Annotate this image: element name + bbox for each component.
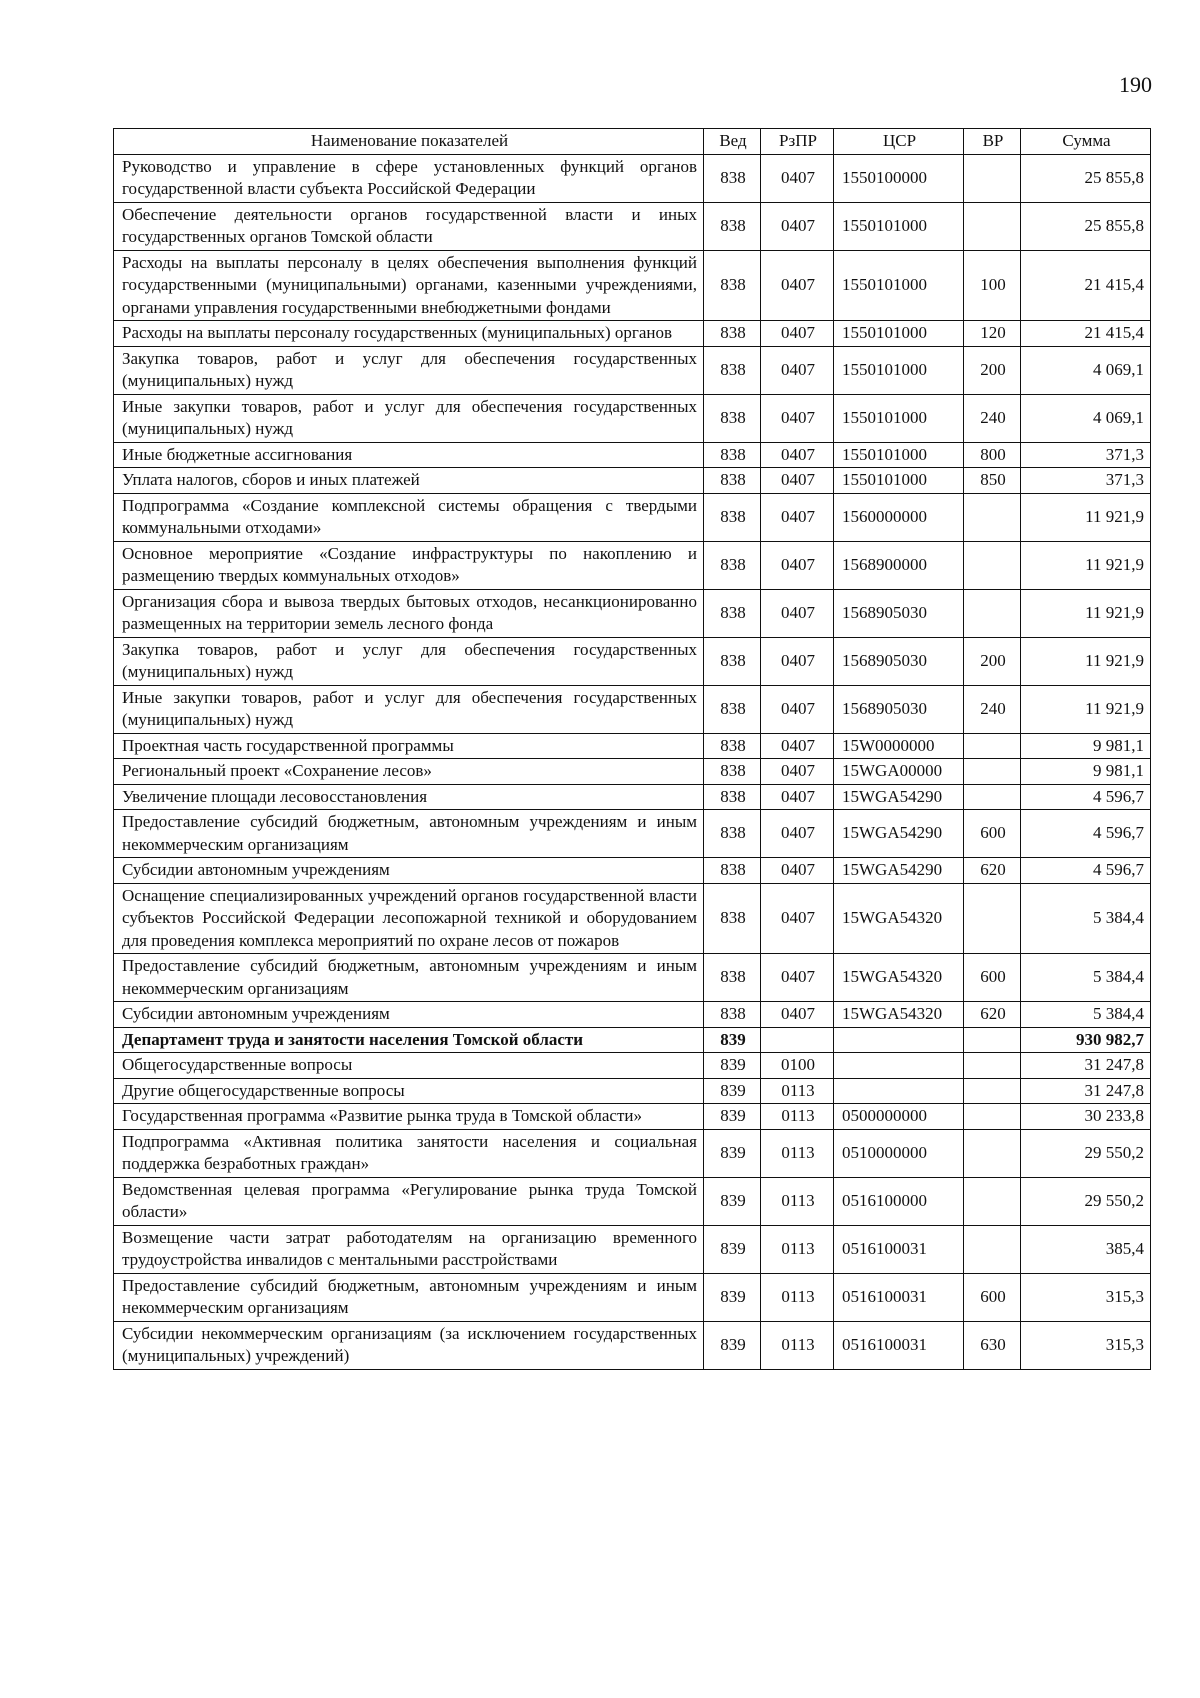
cell-name: Обеспечение деятельности органов государственной власти и иных государственных органов Томской области xyxy=(114,202,704,250)
cell-ved: 838 xyxy=(704,733,761,759)
cell-rzpr: 0113 xyxy=(761,1104,834,1130)
cell-name: Другие общегосударственные вопросы xyxy=(114,1078,704,1104)
cell-rzpr: 0407 xyxy=(761,810,834,858)
cell-name: Предоставление субсидий бюджетным, автономным учреждениям и иным некоммерческим организациям xyxy=(114,1273,704,1321)
cell-csr: 1550101000 xyxy=(834,321,964,347)
cell-rzpr: 0113 xyxy=(761,1078,834,1104)
table-row xyxy=(114,1321,1151,1369)
cell-vr: 600 xyxy=(964,810,1021,858)
table-row xyxy=(114,493,1151,541)
cell-ved: 839 xyxy=(704,1027,761,1053)
cell-name: Подпрограмма «Активная политика занятости населения и социальная поддержка безработных граждан» xyxy=(114,1129,704,1177)
cell-sum: 4 596,7 xyxy=(1021,784,1151,810)
cell-vr xyxy=(964,1053,1021,1079)
cell-ved: 839 xyxy=(704,1273,761,1321)
cell-name: Субсидии автономным учреждениям xyxy=(114,1002,704,1028)
cell-sum: 25 855,8 xyxy=(1021,202,1151,250)
cell-sum: 4 596,7 xyxy=(1021,810,1151,858)
table-row xyxy=(114,1225,1151,1273)
table-row xyxy=(114,1078,1151,1104)
cell-ved: 839 xyxy=(704,1104,761,1130)
table-row xyxy=(114,154,1151,202)
cell-name: Увеличение площади лесовосстановления xyxy=(114,784,704,810)
cell-rzpr: 0113 xyxy=(761,1273,834,1321)
cell-csr: 1550101000 xyxy=(834,468,964,494)
cell-rzpr: 0407 xyxy=(761,493,834,541)
cell-name: Оснащение специализированных учреждений органов государственной власти субъектов Российской Федерации лесопожарной техникой и оборудованием для проведения комплекса мероприятий по охране лесов от пожаров xyxy=(114,883,704,954)
table-row xyxy=(114,394,1151,442)
cell-sum: 11 921,9 xyxy=(1021,589,1151,637)
table-row xyxy=(114,250,1151,321)
table-row xyxy=(114,589,1151,637)
cell-ved: 839 xyxy=(704,1078,761,1104)
cell-name: Предоставление субсидий бюджетным, автономным учреждениям и иным некоммерческим организациям xyxy=(114,954,704,1002)
budget-table xyxy=(113,128,1151,1370)
cell-csr: 15WGA54290 xyxy=(834,784,964,810)
table-row xyxy=(114,321,1151,347)
table-row xyxy=(114,759,1151,785)
cell-rzpr: 0407 xyxy=(761,394,834,442)
cell-ved: 838 xyxy=(704,493,761,541)
cell-vr: 850 xyxy=(964,468,1021,494)
cell-vr xyxy=(964,1225,1021,1273)
cell-rzpr: 0407 xyxy=(761,321,834,347)
cell-sum: 385,4 xyxy=(1021,1225,1151,1273)
cell-csr: 1550101000 xyxy=(834,394,964,442)
cell-sum: 4 069,1 xyxy=(1021,394,1151,442)
cell-csr: 15WGA00000 xyxy=(834,759,964,785)
header-ved: Вед xyxy=(704,129,761,155)
cell-name: Закупка товаров, работ и услуг для обеспечения государственных (муниципальных) нужд xyxy=(114,637,704,685)
cell-sum: 31 247,8 xyxy=(1021,1078,1151,1104)
cell-vr: 600 xyxy=(964,1273,1021,1321)
cell-csr: 0510000000 xyxy=(834,1129,964,1177)
cell-ved: 839 xyxy=(704,1225,761,1273)
cell-name: Возмещение части затрат работодателям на организацию временного трудоустройства инвалидов с ментальными расстройствами xyxy=(114,1225,704,1273)
cell-rzpr: 0113 xyxy=(761,1129,834,1177)
cell-csr xyxy=(834,1078,964,1104)
table-row xyxy=(114,346,1151,394)
cell-vr: 240 xyxy=(964,685,1021,733)
cell-csr: 1568905030 xyxy=(834,685,964,733)
table-row xyxy=(114,685,1151,733)
cell-csr: 1550101000 xyxy=(834,442,964,468)
cell-vr: 200 xyxy=(964,637,1021,685)
cell-sum: 29 550,2 xyxy=(1021,1129,1151,1177)
cell-ved: 839 xyxy=(704,1053,761,1079)
cell-ved: 838 xyxy=(704,883,761,954)
cell-name: Субсидии некоммерческим организациям (за исключением государственных (муниципальных) учреждений) xyxy=(114,1321,704,1369)
cell-name: Закупка товаров, работ и услуг для обеспечения государственных (муниципальных) нужд xyxy=(114,346,704,394)
cell-ved: 838 xyxy=(704,685,761,733)
cell-csr: 1568900000 xyxy=(834,541,964,589)
table-header-row xyxy=(114,129,1151,155)
cell-sum: 21 415,4 xyxy=(1021,250,1151,321)
cell-vr: 630 xyxy=(964,1321,1021,1369)
cell-rzpr: 0407 xyxy=(761,784,834,810)
cell-ved: 838 xyxy=(704,346,761,394)
cell-vr xyxy=(964,589,1021,637)
cell-ved: 838 xyxy=(704,321,761,347)
cell-rzpr xyxy=(761,1027,834,1053)
cell-csr: 15WGA54290 xyxy=(834,810,964,858)
cell-ved: 838 xyxy=(704,394,761,442)
cell-csr: 15W0000000 xyxy=(834,733,964,759)
cell-sum: 9 981,1 xyxy=(1021,759,1151,785)
cell-rzpr: 0407 xyxy=(761,883,834,954)
cell-sum: 11 921,9 xyxy=(1021,685,1151,733)
cell-rzpr: 0407 xyxy=(761,346,834,394)
cell-name: Общегосударственные вопросы xyxy=(114,1053,704,1079)
table-row xyxy=(114,1273,1151,1321)
cell-sum: 371,3 xyxy=(1021,442,1151,468)
cell-rzpr: 0407 xyxy=(761,589,834,637)
cell-rzpr: 0407 xyxy=(761,154,834,202)
cell-vr xyxy=(964,493,1021,541)
cell-vr: 240 xyxy=(964,394,1021,442)
cell-name: Департамент труда и занятости населения Томской области xyxy=(114,1027,704,1053)
cell-csr xyxy=(834,1027,964,1053)
header-name: Наименование показателей xyxy=(114,129,704,155)
cell-name: Расходы на выплаты персоналу государственных (муниципальных) органов xyxy=(114,321,704,347)
cell-vr: 200 xyxy=(964,346,1021,394)
cell-vr: 600 xyxy=(964,954,1021,1002)
cell-name: Основное мероприятие «Создание инфраструктуры по накоплению и размещению твердых коммунальных отходов» xyxy=(114,541,704,589)
cell-rzpr: 0407 xyxy=(761,250,834,321)
cell-ved: 838 xyxy=(704,468,761,494)
cell-name: Государственная программа «Развитие рынка труда в Томской области» xyxy=(114,1104,704,1130)
cell-name: Предоставление субсидий бюджетным, автономным учреждениям и иным некоммерческим организациям xyxy=(114,810,704,858)
cell-csr: 1568905030 xyxy=(834,589,964,637)
cell-ved: 838 xyxy=(704,541,761,589)
cell-vr xyxy=(964,154,1021,202)
cell-vr xyxy=(964,733,1021,759)
cell-csr: 1550101000 xyxy=(834,250,964,321)
cell-vr xyxy=(964,1104,1021,1130)
cell-rzpr: 0113 xyxy=(761,1225,834,1273)
cell-vr xyxy=(964,784,1021,810)
cell-sum: 9 981,1 xyxy=(1021,733,1151,759)
table-row xyxy=(114,1129,1151,1177)
cell-csr: 0516100000 xyxy=(834,1177,964,1225)
cell-ved: 838 xyxy=(704,250,761,321)
table-row xyxy=(114,784,1151,810)
table-row xyxy=(114,1104,1151,1130)
cell-csr: 1550101000 xyxy=(834,202,964,250)
cell-name: Организация сбора и вывоза твердых бытовых отходов, несанкционированно размещенных на территории земель лесного фонда xyxy=(114,589,704,637)
cell-csr: 1550101000 xyxy=(834,346,964,394)
cell-ved: 838 xyxy=(704,202,761,250)
cell-rzpr: 0407 xyxy=(761,468,834,494)
cell-sum: 21 415,4 xyxy=(1021,321,1151,347)
table-row xyxy=(114,954,1151,1002)
cell-sum: 4 596,7 xyxy=(1021,858,1151,884)
cell-sum: 371,3 xyxy=(1021,468,1151,494)
table-row xyxy=(114,883,1151,954)
cell-sum: 5 384,4 xyxy=(1021,954,1151,1002)
table-row xyxy=(114,810,1151,858)
cell-rzpr: 0407 xyxy=(761,637,834,685)
cell-ved: 838 xyxy=(704,637,761,685)
cell-sum: 4 069,1 xyxy=(1021,346,1151,394)
cell-vr: 100 xyxy=(964,250,1021,321)
cell-name: Иные бюджетные ассигнования xyxy=(114,442,704,468)
cell-ved: 839 xyxy=(704,1321,761,1369)
cell-sum: 25 855,8 xyxy=(1021,154,1151,202)
table-row xyxy=(114,1053,1151,1079)
cell-sum: 11 921,9 xyxy=(1021,493,1151,541)
cell-csr: 15WGA54320 xyxy=(834,883,964,954)
cell-ved: 838 xyxy=(704,1002,761,1028)
cell-sum: 30 233,8 xyxy=(1021,1104,1151,1130)
header-sum: Сумма xyxy=(1021,129,1151,155)
cell-rzpr: 0407 xyxy=(761,759,834,785)
cell-ved: 838 xyxy=(704,589,761,637)
table-row xyxy=(114,1002,1151,1028)
cell-csr: 0516100031 xyxy=(834,1273,964,1321)
cell-name: Уплата налогов, сборов и иных платежей xyxy=(114,468,704,494)
cell-sum: 29 550,2 xyxy=(1021,1177,1151,1225)
cell-sum: 11 921,9 xyxy=(1021,541,1151,589)
cell-name: Ведомственная целевая программа «Регулирование рынка труда Томской области» xyxy=(114,1177,704,1225)
cell-rzpr: 0407 xyxy=(761,442,834,468)
table-row xyxy=(114,442,1151,468)
cell-name: Расходы на выплаты персоналу в целях обеспечения выполнения функций государственными (муниципальными) органами, казенными учреждениями, органами управления государственными внебюджетными фондами xyxy=(114,250,704,321)
cell-csr: 1560000000 xyxy=(834,493,964,541)
cell-csr: 1550100000 xyxy=(834,154,964,202)
cell-name: Региональный проект «Сохранение лесов» xyxy=(114,759,704,785)
cell-sum: 5 384,4 xyxy=(1021,1002,1151,1028)
cell-ved: 839 xyxy=(704,1129,761,1177)
cell-csr: 0500000000 xyxy=(834,1104,964,1130)
cell-vr: 620 xyxy=(964,1002,1021,1028)
cell-vr: 620 xyxy=(964,858,1021,884)
cell-vr xyxy=(964,541,1021,589)
cell-vr xyxy=(964,1177,1021,1225)
cell-csr: 0516100031 xyxy=(834,1225,964,1273)
cell-vr xyxy=(964,883,1021,954)
cell-ved: 838 xyxy=(704,759,761,785)
cell-ved: 838 xyxy=(704,858,761,884)
cell-name: Иные закупки товаров, работ и услуг для обеспечения государственных (муниципальных) нужд xyxy=(114,685,704,733)
cell-rzpr: 0407 xyxy=(761,202,834,250)
table-body xyxy=(114,154,1151,1369)
cell-rzpr: 0407 xyxy=(761,954,834,1002)
cell-ved: 838 xyxy=(704,442,761,468)
header-vr: ВР xyxy=(964,129,1021,155)
table-row xyxy=(114,468,1151,494)
cell-csr: 15WGA54290 xyxy=(834,858,964,884)
cell-vr xyxy=(964,1027,1021,1053)
table-row xyxy=(114,202,1151,250)
cell-rzpr: 0100 xyxy=(761,1053,834,1079)
cell-vr xyxy=(964,202,1021,250)
header-rzpr: РзПР xyxy=(761,129,834,155)
cell-vr: 120 xyxy=(964,321,1021,347)
cell-rzpr: 0113 xyxy=(761,1321,834,1369)
table-row xyxy=(114,733,1151,759)
cell-ved: 838 xyxy=(704,954,761,1002)
cell-name: Руководство и управление в сфере установленных функций органов государственной власти субъекта Российской Федерации xyxy=(114,154,704,202)
cell-sum: 315,3 xyxy=(1021,1321,1151,1369)
cell-rzpr: 0407 xyxy=(761,858,834,884)
cell-vr: 800 xyxy=(964,442,1021,468)
cell-ved: 838 xyxy=(704,154,761,202)
cell-vr xyxy=(964,1129,1021,1177)
table-row xyxy=(114,637,1151,685)
cell-sum: 31 247,8 xyxy=(1021,1053,1151,1079)
cell-vr xyxy=(964,759,1021,785)
cell-name: Проектная часть государственной программы xyxy=(114,733,704,759)
cell-sum: 5 384,4 xyxy=(1021,883,1151,954)
header-csr: ЦСР xyxy=(834,129,964,155)
cell-ved: 838 xyxy=(704,784,761,810)
cell-sum: 930 982,7 xyxy=(1021,1027,1151,1053)
cell-name: Субсидии автономным учреждениям xyxy=(114,858,704,884)
cell-rzpr: 0407 xyxy=(761,541,834,589)
cell-ved: 839 xyxy=(704,1177,761,1225)
cell-sum: 11 921,9 xyxy=(1021,637,1151,685)
cell-csr: 0516100031 xyxy=(834,1321,964,1369)
cell-sum: 315,3 xyxy=(1021,1273,1151,1321)
cell-rzpr: 0113 xyxy=(761,1177,834,1225)
table-row xyxy=(114,858,1151,884)
cell-rzpr: 0407 xyxy=(761,1002,834,1028)
cell-name: Иные закупки товаров, работ и услуг для обеспечения государственных (муниципальных) нужд xyxy=(114,394,704,442)
cell-ved: 838 xyxy=(704,810,761,858)
cell-csr: 1568905030 xyxy=(834,637,964,685)
cell-name: Подпрограмма «Создание комплексной системы обращения с твердыми коммунальными отходами» xyxy=(114,493,704,541)
cell-rzpr: 0407 xyxy=(761,733,834,759)
cell-rzpr: 0407 xyxy=(761,685,834,733)
page-number: 190 xyxy=(1119,72,1152,97)
cell-vr xyxy=(964,1078,1021,1104)
table-row xyxy=(114,1177,1151,1225)
table-row xyxy=(114,1027,1151,1053)
cell-csr xyxy=(834,1053,964,1079)
cell-csr: 15WGA54320 xyxy=(834,1002,964,1028)
table-row xyxy=(114,541,1151,589)
cell-csr: 15WGA54320 xyxy=(834,954,964,1002)
